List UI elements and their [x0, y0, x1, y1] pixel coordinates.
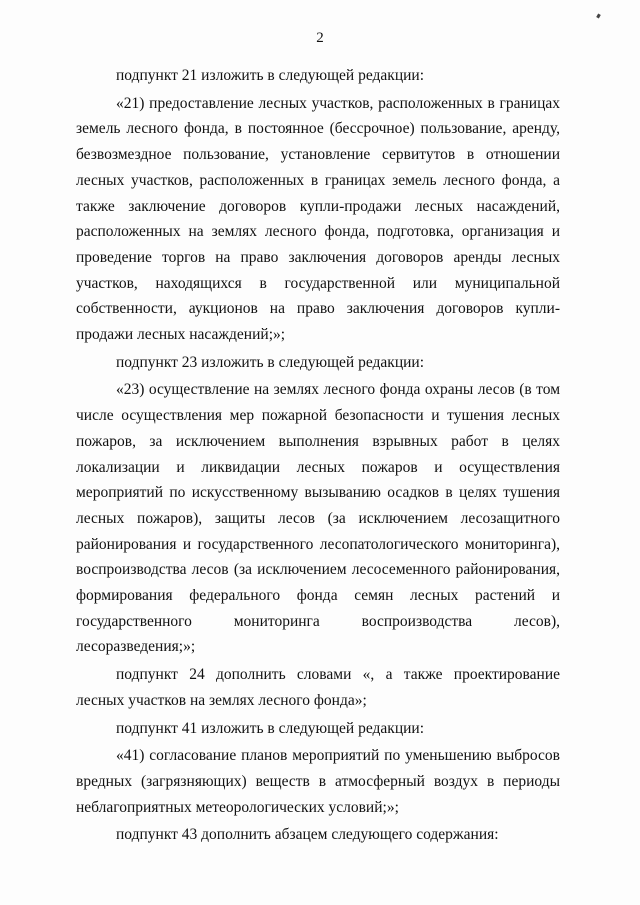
page-number: 2	[316, 30, 324, 46]
paragraph-amend-23: подпункт 23 изложить в следующей редакции:	[116, 353, 425, 371]
paragraph-amend-21: подпункт 21 изложить в следующей редакции:	[116, 67, 425, 84]
document-body	[76, 63, 560, 848]
paragraph-item-21-text: «21) предоставление лесных участков, расположенных в границах земель лесного фонда, в постоянное (бессрочное) пользование, аренду, безвозмездное пользование, установление сервитутов в отношении лесных участков, расположенных в границах земель лесного фонда, а также заключение договоров купли-продажи лесных насаждений, расположенных на землях лесного фонда, подготовка, организация и проведение торгов на право заключения договоров аренды лесных участков, находящихся в государственной или муниципальной собственности, аукционов на право заключения договоров купли-продажи лесных насаждений;»;	[76, 94, 560, 344]
paragraph-amend-43: подпункт 43 дополнить абзацем следующего содержания:	[116, 826, 499, 844]
paragraph-item-41-text: «41) согласование планов мероприятий по уменьшению выбросов вредных (загрязняющих) веществ в атмосферный воздух в периоды неблагоприятных метеорологических условий;»;	[76, 747, 560, 816]
paragraph-amend-41: подпункт 41 изложить в следующей редакции:	[116, 719, 425, 737]
scan-artifact	[596, 14, 601, 19]
paragraph-amend-24: подпункт 24 дополнить словами «, а также проектирование лесных участков на землях лесного фонда»;	[76, 666, 560, 709]
paragraph-item-23-text: «23) осуществление на землях лесного фонда охраны лесов (в том числе осуществления мер пожарной безопасности и тушения лесных пожаров, за исключением выполнения взрывных работ в целях локализации и ликвидации лесных пожаров и осуществления мероприятий по искусственному вызыванию осадков в целях тушения лесных пожаров), защиты лесов (за исключением лесозащитного районирования и государственного лесопатологического мониторинга), воспроизводства лесов (за исключением лесосеменного районирования, формирования федерального фонда семян лесных растений и государственного мониторинга воспроизводства лесов), лесоразведения;»;	[76, 381, 560, 656]
